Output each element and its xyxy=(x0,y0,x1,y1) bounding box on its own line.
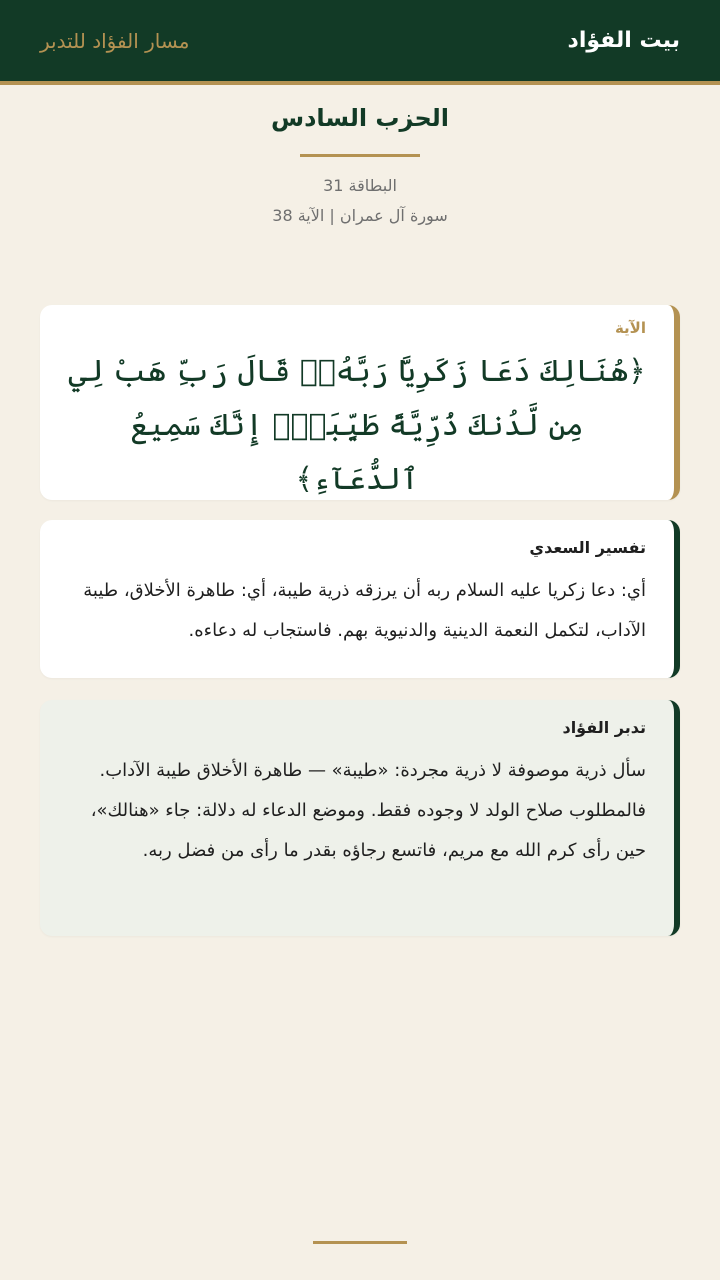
page-title: الحزب السادس xyxy=(270,104,450,132)
tadabbur-path-link[interactable]: مسار الفؤاد للتدبر xyxy=(40,28,190,53)
tadabbur-text: سأل ذرية موصوفة لا ذرية مجردة: «طيبة» — طاهرة الأخلاق طيبة الآداب. فالمطلوب صلاح الولد لا وجوده فقط. وموضع الدعاء له دلالة: جاء «هنالك»، حين رأى كرم الله مع مريم، فاتسع رجاؤه بقدر ما رأى من فضل ربه. xyxy=(90,760,646,861)
tafsir-card xyxy=(40,520,680,678)
surah-reference: سورة آل عمران | الآية 38 xyxy=(272,206,448,225)
ayah-card xyxy=(40,305,680,500)
app-header xyxy=(0,0,720,85)
ayah-label: الآية xyxy=(614,319,646,337)
app-brand[interactable]: بيت الفؤاد xyxy=(567,28,680,53)
card-number: البطاقة 31 xyxy=(323,176,397,195)
tadabbur-label: تدبر الفؤاد xyxy=(562,718,646,737)
ayah-text: ﴿هُنَالِكَ دَعَا زَكَرِيَّا رَبَّهُۥۖ قَالَ رَبِّ هَبْ لِي مِن لَّدُنكَ ذُرِّيَّةً طَيِّبَةًۖ إِنَّكَ سَمِيعُ ٱلدُّعَآءِ﴾ xyxy=(68,354,646,497)
footer-divider xyxy=(313,1241,407,1244)
tafsir-text: أي: دعا زكريا عليه السلام ربه أن يرزقه ذرية طيبة، أي: طاهرة الأخلاق، طيبة الآداب، لتكمل النعمة الدينية والدنيوية بهم. فاستجاب له دعاءه. xyxy=(83,580,646,641)
tadabbur-card xyxy=(40,700,680,936)
tafsir-label: تفسير السعدي xyxy=(529,538,646,557)
title-divider xyxy=(300,154,420,157)
page-title-block xyxy=(0,104,720,231)
